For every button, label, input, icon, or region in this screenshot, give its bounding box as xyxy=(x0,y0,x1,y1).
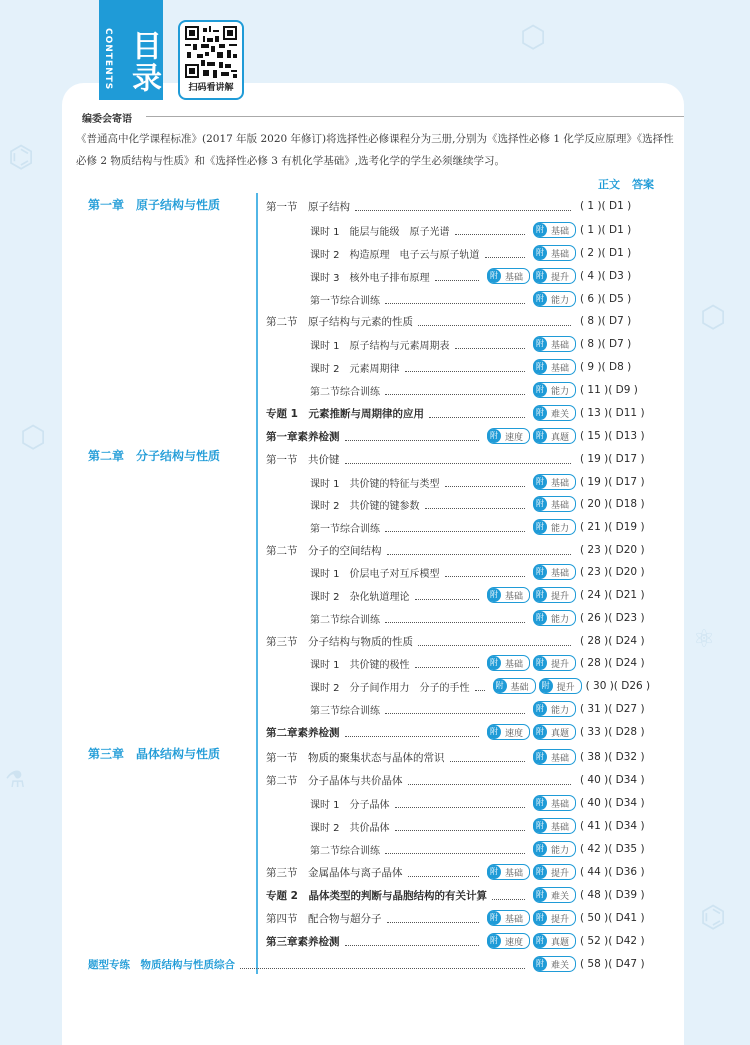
toc-row-label: 课时 3 核外电子排布原理 xyxy=(310,272,430,284)
tag-badge xyxy=(533,818,576,834)
toc-row[interactable] xyxy=(266,909,678,927)
tag-badge-label: 提升 xyxy=(550,659,569,670)
tag-badge xyxy=(487,587,530,603)
toc-row[interactable] xyxy=(266,771,678,789)
toc-row[interactable] xyxy=(310,609,678,627)
toc-row-pages: ( 13 )( D11 ) xyxy=(580,407,645,419)
chemistry-background-pattern: ⌬ xyxy=(8,140,35,175)
toc-row-pages: ( 1 )( D1 ) xyxy=(580,224,632,236)
tag-badge-label: 速度 xyxy=(504,432,523,443)
toc-row-label: 第一节 物质的聚集状态与晶体的常识 xyxy=(266,751,445,764)
leader-dots xyxy=(415,590,479,600)
tag-badge-label: 提升 xyxy=(550,914,569,925)
atom-icon: ⚛ xyxy=(695,620,714,655)
tag-badge-label: 能力 xyxy=(550,705,569,716)
leader-dots xyxy=(345,936,479,946)
tag-badge-label: 提升 xyxy=(556,682,575,693)
leader-dots xyxy=(485,248,525,258)
tag-badge-icon: 附 xyxy=(493,679,507,693)
tag-badge xyxy=(533,428,576,444)
tag-badge-icon: 附 xyxy=(533,911,547,925)
toc-row-pages: ( 31 )( D27 ) xyxy=(580,703,645,715)
tag-badge-label: 基础 xyxy=(510,682,529,693)
leader-dots xyxy=(385,844,525,854)
leader-dots xyxy=(385,522,525,532)
toc-row-pages: ( 23 )( D20 ) xyxy=(580,544,645,556)
tag-badge-label: 难关 xyxy=(550,409,569,420)
leader-dots xyxy=(395,798,525,808)
toc-row[interactable] xyxy=(310,586,678,604)
toc-row-label: 课时 2 分子间作用力 分子的手性 xyxy=(310,682,470,694)
tag-badge xyxy=(533,291,576,307)
toc-row[interactable] xyxy=(266,748,678,766)
toc-row-label: 第二节 分子晶体与共价晶体 xyxy=(266,774,403,787)
toc-row-pages: ( 50 )( D41 ) xyxy=(580,912,645,924)
toc-row-label: 课时 2 共价晶体 xyxy=(310,822,390,834)
toc-row[interactable] xyxy=(310,473,678,491)
tag-badge-icon: 附 xyxy=(533,934,547,948)
tag-badge-label: 速度 xyxy=(504,937,523,948)
tag-badge-label: 提升 xyxy=(550,591,569,602)
tag-badge xyxy=(533,864,576,880)
toc-row-pages: ( 9 )( D8 ) xyxy=(580,361,632,373)
toc-row-pages: ( 28 )( D24 ) xyxy=(580,657,645,669)
tag-badge xyxy=(533,610,576,626)
toc-row[interactable] xyxy=(310,700,678,718)
toc-row[interactable] xyxy=(310,654,678,672)
toc-row[interactable] xyxy=(266,541,678,559)
tag-badge-icon: 附 xyxy=(487,865,501,879)
leader-dots xyxy=(425,499,525,509)
tag-badge xyxy=(487,933,530,949)
tag-badge-label: 真题 xyxy=(550,937,569,948)
toc-vertical-rule xyxy=(256,193,258,974)
tag-badge-icon: 附 xyxy=(533,702,547,716)
toc-row[interactable] xyxy=(310,518,678,536)
tag-badge xyxy=(533,564,576,580)
leader-dots xyxy=(387,913,479,923)
tag-badge xyxy=(493,678,536,694)
tag-badge xyxy=(533,795,576,811)
tag-badge-label: 提升 xyxy=(550,868,569,879)
toc-row-label: 课时 1 共价键的特征与类型 xyxy=(310,478,440,490)
tag-badge-label: 基础 xyxy=(550,822,569,833)
toc-row-special-practice[interactable] xyxy=(88,955,678,973)
leader-dots xyxy=(408,775,572,785)
tag-badge-icon: 附 xyxy=(533,337,547,351)
tag-badge-icon: 附 xyxy=(487,656,501,670)
leader-dots xyxy=(455,225,525,235)
toc-row-label: 第一节 原子结构 xyxy=(266,200,350,213)
toc-row-label: 第三节 分子结构与物质的性质 xyxy=(266,635,413,648)
tag-badge xyxy=(533,222,576,238)
tag-badge xyxy=(533,887,576,903)
tag-badge xyxy=(533,474,576,490)
tag-badge-icon: 附 xyxy=(533,565,547,579)
tag-badge-icon: 附 xyxy=(487,934,501,948)
tag-badge-label: 基础 xyxy=(504,914,523,925)
tag-badge-icon: 附 xyxy=(533,819,547,833)
leader-dots xyxy=(450,752,525,762)
tag-badge-label: 基础 xyxy=(550,249,569,260)
tag-badge-label: 速度 xyxy=(504,728,523,739)
column-headers xyxy=(598,176,666,192)
leader-dots xyxy=(445,477,525,487)
leader-dots xyxy=(240,959,525,969)
toc-row[interactable] xyxy=(310,817,678,835)
tag-badge-label: 能力 xyxy=(550,614,569,625)
molecule-icon: ⬡ xyxy=(520,20,547,55)
toc-row[interactable] xyxy=(266,886,678,904)
toc-row-pages: ( 58 )( D47 ) xyxy=(580,958,645,970)
toc-row-pages: ( 40 )( D34 ) xyxy=(580,797,645,809)
toc-row-pages: ( 19 )( D17 ) xyxy=(580,476,645,488)
toc-row-pages: ( 8 )( D7 ) xyxy=(580,338,632,350)
contents-title: 目录 xyxy=(126,30,161,94)
tag-badge-label: 基础 xyxy=(504,272,523,283)
toc-row-pages: ( 38 )( D32 ) xyxy=(580,751,645,763)
toc-row[interactable] xyxy=(266,427,678,445)
toc-row-label: 第二节综合训练 xyxy=(310,614,380,626)
tag-badge xyxy=(533,724,576,740)
chapter-2-title[interactable]: 第二章 分子结构与性质 xyxy=(88,449,221,463)
toc-row-label: 第三节综合训练 xyxy=(310,705,380,717)
toc-row-pages: ( 6 )( D5 ) xyxy=(580,293,632,305)
leader-dots xyxy=(445,567,525,577)
tag-badge-label: 真题 xyxy=(550,728,569,739)
tag-badge xyxy=(533,655,576,671)
toc-row-pages: ( 1 )( D1 ) xyxy=(580,200,632,212)
flask-icon: ⚗ xyxy=(6,760,25,795)
toc-row[interactable] xyxy=(310,381,678,399)
leader-dots xyxy=(345,431,479,441)
leader-dots xyxy=(355,201,571,211)
leader-dots xyxy=(385,385,525,395)
toc-row-label: 第一节综合训练 xyxy=(310,295,380,307)
tag-badge-icon: 附 xyxy=(533,429,547,443)
tag-badge-label: 基础 xyxy=(504,868,523,879)
toc-row[interactable] xyxy=(266,450,678,468)
toc-row-label: 题型专练 物质结构与性质综合 xyxy=(88,958,235,971)
tag-badge-icon: 附 xyxy=(533,957,547,971)
tag-badge xyxy=(487,655,530,671)
leader-dots xyxy=(345,454,572,464)
tag-badge xyxy=(487,268,530,284)
tag-badge xyxy=(487,910,530,926)
tag-badge xyxy=(533,496,576,512)
molecule-icon: ⌬ xyxy=(700,900,727,935)
tag-badge xyxy=(487,724,530,740)
leader-dots xyxy=(395,821,525,831)
toc-row-pages: ( 48 )( D39 ) xyxy=(580,889,645,901)
tag-badge-icon: 附 xyxy=(533,360,547,374)
qr-code-box[interactable] xyxy=(178,20,244,100)
tag-badge-label: 能力 xyxy=(550,295,569,306)
molecule-icon: ⬡ xyxy=(700,300,727,335)
tag-badge xyxy=(533,519,576,535)
toc-row-label: 课时 1 原子结构与元素周期表 xyxy=(310,340,450,352)
contents-label: CONTENTS xyxy=(103,28,113,91)
tag-badge xyxy=(533,933,576,949)
leader-dots xyxy=(455,339,525,349)
tag-badge-icon: 附 xyxy=(533,865,547,879)
tag-badge-label: 能力 xyxy=(550,845,569,856)
leader-dots xyxy=(385,294,525,304)
tag-badge-label: 基础 xyxy=(550,753,569,764)
contents-tab xyxy=(99,0,163,100)
tag-badge xyxy=(533,956,576,972)
tag-badge xyxy=(533,268,576,284)
tag-badge-icon: 附 xyxy=(533,383,547,397)
leader-dots xyxy=(429,408,525,418)
toc-row-label: 课时 2 构造原理 电子云与原子轨道 xyxy=(310,249,480,261)
tag-badge-label: 真题 xyxy=(550,432,569,443)
tag-badge-label: 能力 xyxy=(550,523,569,534)
tag-badge-icon: 附 xyxy=(487,269,501,283)
toc-row-label: 课时 1 价层电子对互斥模型 xyxy=(310,568,440,580)
tag-badge-icon: 附 xyxy=(533,750,547,764)
toc-row-pages: ( 40 )( D34 ) xyxy=(580,774,645,786)
leader-dots xyxy=(385,613,525,623)
toc-row-pages: ( 21 )( D19 ) xyxy=(580,521,645,533)
toc-row[interactable] xyxy=(310,563,678,581)
leader-dots xyxy=(418,636,571,646)
toc-row[interactable] xyxy=(310,244,678,262)
tag-badge-label: 基础 xyxy=(550,478,569,489)
tag-badge-label: 基础 xyxy=(504,591,523,602)
toc-row[interactable] xyxy=(310,221,678,239)
toc-row[interactable] xyxy=(310,335,678,353)
tag-badge-icon: 附 xyxy=(533,656,547,670)
toc-row-label: 课时 2 杂化轨道理论 xyxy=(310,591,410,603)
tag-badge-icon: 附 xyxy=(533,246,547,260)
preface-title: 编委会寄语 xyxy=(82,114,132,125)
toc-row-label: 专题 1 元素推断与周期律的应用 xyxy=(266,407,424,420)
toc-row-pages: ( 44 )( D36 ) xyxy=(580,866,645,878)
tag-badge xyxy=(533,382,576,398)
tag-badge-label: 难关 xyxy=(550,891,569,902)
tag-badge-icon: 附 xyxy=(533,497,547,511)
tag-badge-icon: 附 xyxy=(487,911,501,925)
toc-row-label: 课时 1 共价键的极性 xyxy=(310,659,410,671)
tag-badge-icon: 附 xyxy=(533,520,547,534)
tag-badge xyxy=(533,336,576,352)
tag-badge-label: 基础 xyxy=(504,659,523,670)
leader-dots xyxy=(418,316,571,326)
column-header-answer: 答案 xyxy=(632,178,654,191)
toc-row-label: 课时 1 能层与能级 原子光谱 xyxy=(310,226,450,238)
toc-row-label: 第四节 配合物与超分子 xyxy=(266,912,382,925)
tag-badge-icon: 附 xyxy=(533,406,547,420)
toc-row-pages: ( 2 )( D1 ) xyxy=(580,247,632,259)
tag-badge-label: 基础 xyxy=(550,500,569,511)
tag-badge-icon: 附 xyxy=(487,588,501,602)
tag-badge-label: 难关 xyxy=(550,960,569,971)
leader-dots xyxy=(408,867,479,877)
toc-row-label: 课时 2 元素周期律 xyxy=(310,363,400,375)
leader-dots xyxy=(387,545,572,555)
toc-row[interactable] xyxy=(266,632,678,650)
tag-badge xyxy=(487,864,530,880)
toc-row-label: 第二节 原子结构与元素的性质 xyxy=(266,315,413,328)
toc-row-pages: ( 42 )( D35 ) xyxy=(580,843,645,855)
toc-row[interactable] xyxy=(266,723,678,741)
toc-row-pages: ( 11 )( D9 ) xyxy=(580,384,638,396)
toc-row-label: 第一节综合训练 xyxy=(310,523,380,535)
toc-row-pages: ( 26 )( D23 ) xyxy=(580,612,645,624)
toc-row-pages: ( 28 )( D24 ) xyxy=(580,635,645,647)
chapter-3-title[interactable]: 第三章 晶体结构与性质 xyxy=(88,747,221,761)
tag-badge-icon: 附 xyxy=(533,796,547,810)
toc-row[interactable] xyxy=(266,863,678,881)
column-header-text: 正文 xyxy=(598,178,620,191)
tag-badge-icon: 附 xyxy=(533,725,547,739)
tag-badge-label: 提升 xyxy=(550,272,569,283)
tag-badge xyxy=(539,678,582,694)
tag-badge xyxy=(533,587,576,603)
toc-row[interactable] xyxy=(310,290,678,308)
toc-row[interactable] xyxy=(266,197,678,215)
toc-row[interactable] xyxy=(310,267,678,285)
qr-code-icon xyxy=(185,26,237,78)
tag-badge-icon: 附 xyxy=(533,292,547,306)
toc-row-label: 专题 2 晶体类型的判断与晶胞结构的有关计算 xyxy=(266,889,487,902)
toc-row-label: 第三节 金属晶体与离子晶体 xyxy=(266,866,403,879)
toc-row-label: 课时 1 分子晶体 xyxy=(310,799,390,811)
tag-badge-icon: 附 xyxy=(533,611,547,625)
toc-row-label: 第二节综合训练 xyxy=(310,845,380,857)
leader-dots xyxy=(385,704,525,714)
toc-row-label: 课时 2 共价键的键参数 xyxy=(310,500,420,512)
tag-badge-icon: 附 xyxy=(533,588,547,602)
toc-row-pages: ( 4 )( D3 ) xyxy=(580,270,632,282)
toc-row[interactable] xyxy=(310,358,678,376)
tag-badge-icon: 附 xyxy=(487,429,501,443)
toc-row-label: 第二节 分子的空间结构 xyxy=(266,544,382,557)
chapter-1-title[interactable]: 第一章 原子结构与性质 xyxy=(88,198,221,212)
toc-row[interactable] xyxy=(266,312,678,330)
leader-dots xyxy=(415,658,479,668)
toc-row-pages: ( 15 )( D13 ) xyxy=(580,430,645,442)
toc-row-label: 第一章素养检测 xyxy=(266,430,340,443)
tag-badge xyxy=(533,910,576,926)
leader-dots xyxy=(475,681,485,691)
tag-badge xyxy=(487,428,530,444)
toc-row[interactable] xyxy=(310,677,678,695)
tag-badge-icon: 附 xyxy=(539,679,553,693)
tag-badge xyxy=(533,701,576,717)
tag-badge-label: 基础 xyxy=(550,226,569,237)
toc-row-label: 第二节综合训练 xyxy=(310,386,380,398)
toc-row-label: 第二章素养检测 xyxy=(266,726,340,739)
tag-badge-label: 基础 xyxy=(550,340,569,351)
toc-row[interactable] xyxy=(310,840,678,858)
tag-badge xyxy=(533,405,576,421)
toc-row-pages: ( 24 )( D21 ) xyxy=(580,589,645,601)
molecule-icon: ⬡ xyxy=(20,420,47,455)
toc-row-label: 第三章素养检测 xyxy=(266,935,340,948)
tag-badge xyxy=(533,359,576,375)
tag-badge-label: 能力 xyxy=(550,386,569,397)
toc-row[interactable] xyxy=(310,794,678,812)
toc-row[interactable] xyxy=(266,404,678,422)
toc-row-label: 第一节 共价键 xyxy=(266,453,340,466)
toc-row-pages: ( 8 )( D7 ) xyxy=(580,315,632,327)
toc-row-pages: ( 52 )( D42 ) xyxy=(580,935,645,947)
toc-row-pages: ( 20 )( D18 ) xyxy=(580,498,645,510)
tag-badge-icon: 附 xyxy=(533,842,547,856)
divider xyxy=(146,116,684,117)
leader-dots xyxy=(405,362,525,372)
leader-dots xyxy=(435,271,479,281)
toc-row-pages: ( 33 )( D28 ) xyxy=(580,726,645,738)
tag-badge-icon: 附 xyxy=(533,223,547,237)
tag-badge-icon: 附 xyxy=(533,269,547,283)
leader-dots xyxy=(492,890,525,900)
leader-dots xyxy=(345,727,479,737)
tag-badge-icon: 附 xyxy=(533,475,547,489)
tag-badge-label: 基础 xyxy=(550,568,569,579)
tag-badge xyxy=(533,841,576,857)
tag-badge xyxy=(533,749,576,765)
toc-row-pages: ( 23 )( D20 ) xyxy=(580,566,645,578)
tag-badge xyxy=(533,245,576,261)
toc-row-pages: ( 19 )( D17 ) xyxy=(580,453,645,465)
qr-caption: 扫码看讲解 xyxy=(188,83,234,93)
toc-row-pages: ( 30 )( D26 ) xyxy=(585,680,651,692)
preface-text: 《普通高中化学课程标准》(2017 年版 2020 年修订)将选择性必修课程分为三册,分别为《选择性必修 1 化学反应原理》《选择性必修 2 物质结构与性质》和《选择性必修 3 有机化学基础》,选考化学的学生必须继续学习。 xyxy=(76,133,674,167)
tag-badge-icon: 附 xyxy=(487,725,501,739)
toc-row-pages: ( 41 )( D34 ) xyxy=(580,820,645,832)
tag-badge-icon: 附 xyxy=(533,888,547,902)
tag-badge-label: 基础 xyxy=(550,799,569,810)
tag-badge-label: 基础 xyxy=(550,363,569,374)
toc-row[interactable] xyxy=(310,495,678,513)
toc-row[interactable] xyxy=(266,932,678,950)
